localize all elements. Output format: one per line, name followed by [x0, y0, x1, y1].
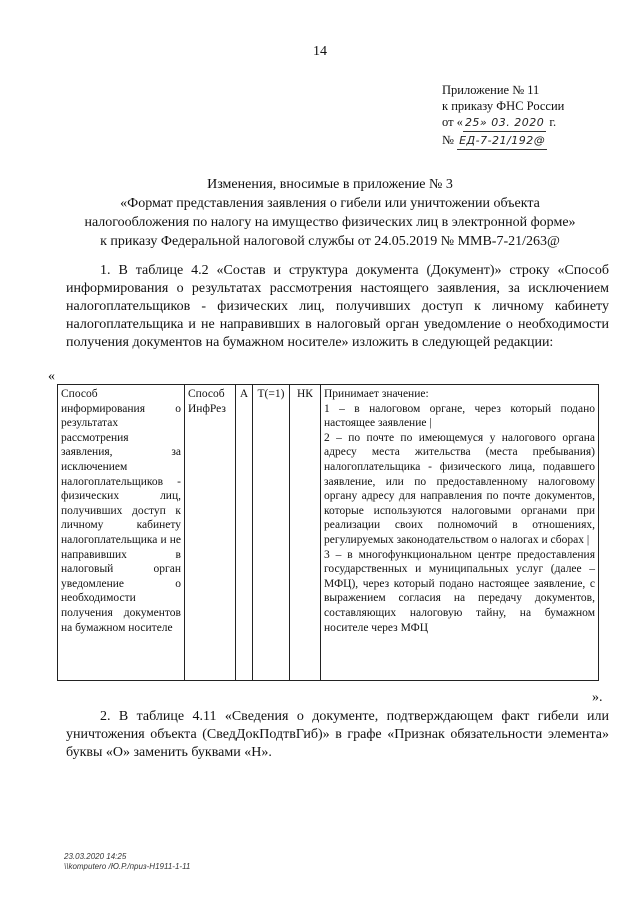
- page-number: 14: [313, 44, 327, 59]
- appendix-block: [442, 82, 564, 150]
- title-line-2: «Формат представления заявления о гибели или уничтожении объекта: [120, 196, 540, 211]
- value-item-1: 1 – в налоговом органе, через который подано настоящее заявление |: [324, 402, 595, 430]
- cell-type: А: [236, 385, 253, 681]
- values-intro: Принимает значение:: [324, 388, 429, 400]
- quote-close: ».: [592, 690, 603, 705]
- date-suffix: г.: [549, 115, 557, 129]
- footer-line-2: \\komputero /Ю.Р./приз-Н1911-1-11: [64, 862, 191, 871]
- appendix-line-2: к приказу ФНС России: [442, 99, 565, 113]
- cell-required: НК: [290, 385, 321, 681]
- cell-format: Т(=1): [253, 385, 290, 681]
- appendix-line-1: Приложение № 11: [442, 83, 540, 97]
- footer-line-1: 23.03.2020 14:25: [64, 852, 127, 861]
- title-line-1: Изменения, вносимые в приложение № 3: [207, 177, 453, 192]
- appendix-date: [442, 114, 564, 132]
- number-prefix: №: [442, 133, 454, 147]
- paragraph-1: 1. В таблице 4.2 «Состав и структура документа (Документ)» строку «Способ информирования о результатах рассмотрения настоящего заявления, за исключением налогоплательщиков - физических лиц, получивших доступ к личному кабинету налогоплательщика и не направивших в налоговый орган уведомление о необходимости получения документов на бумажном носителе» изложить в следующей редакции:: [66, 263, 609, 350]
- appendix-number: [442, 132, 564, 150]
- cell-code: Способ ИнфРез: [185, 385, 236, 681]
- cell-element-name: Способ информирования о результатах рассмотрения заявления, за исключением налогоплательщиков - физических лиц, получивших доступ к личному кабинету налогоплательщика и не направивших в налоговый орган уведомление о необходимости получения документов на бумажном носителе: [58, 385, 185, 681]
- quote-open: «: [48, 369, 55, 384]
- document-title: [60, 175, 600, 251]
- cell-values: [321, 385, 599, 681]
- handwritten-number: ЕД-7-21/192@: [457, 133, 547, 150]
- value-item-3: 3 – в многофункциональном центре предоставления государственных и муниципальных услуг (далее – МФЦ), через который подано настоящее заявление, с выражением согласия на передачу документов, составляющих налоговую тайну, на бумажном носителе через МФЦ: [324, 548, 595, 634]
- spec-table: [57, 384, 599, 681]
- value-item-2: 2 – по почте по имеющемуся у налогового органа адресу места жительства (места пребывания) налогоплательщика - физического лица, подавшего заявление, или по предоставленному налоговому органу адресу для направления по почте документов, которые используются налоговыми органами при реализации своих полномочий в отношениях, регулируемых законодательством о налогах и сборах |: [324, 431, 595, 546]
- title-line-3: налогообложения по налогу на имущество физических лиц в электронной форме»: [84, 215, 576, 230]
- table-row: [58, 385, 599, 681]
- footer-stamp: [64, 852, 190, 872]
- date-prefix: от «: [442, 115, 463, 129]
- title-line-4: к приказу Федеральной налоговой службы от 24.05.2019 № ММВ-7-21/263@: [100, 234, 560, 249]
- handwritten-date: 25» 03. 2020: [463, 115, 546, 132]
- paragraph-2: 2. В таблице 4.11 «Сведения о документе, подтверждающем факт гибели или уничтожения объекта (СведДокПодтвГиб)» в графе «Признак обязательности элемента» буквы «О» заменить буквами «Н».: [66, 709, 609, 760]
